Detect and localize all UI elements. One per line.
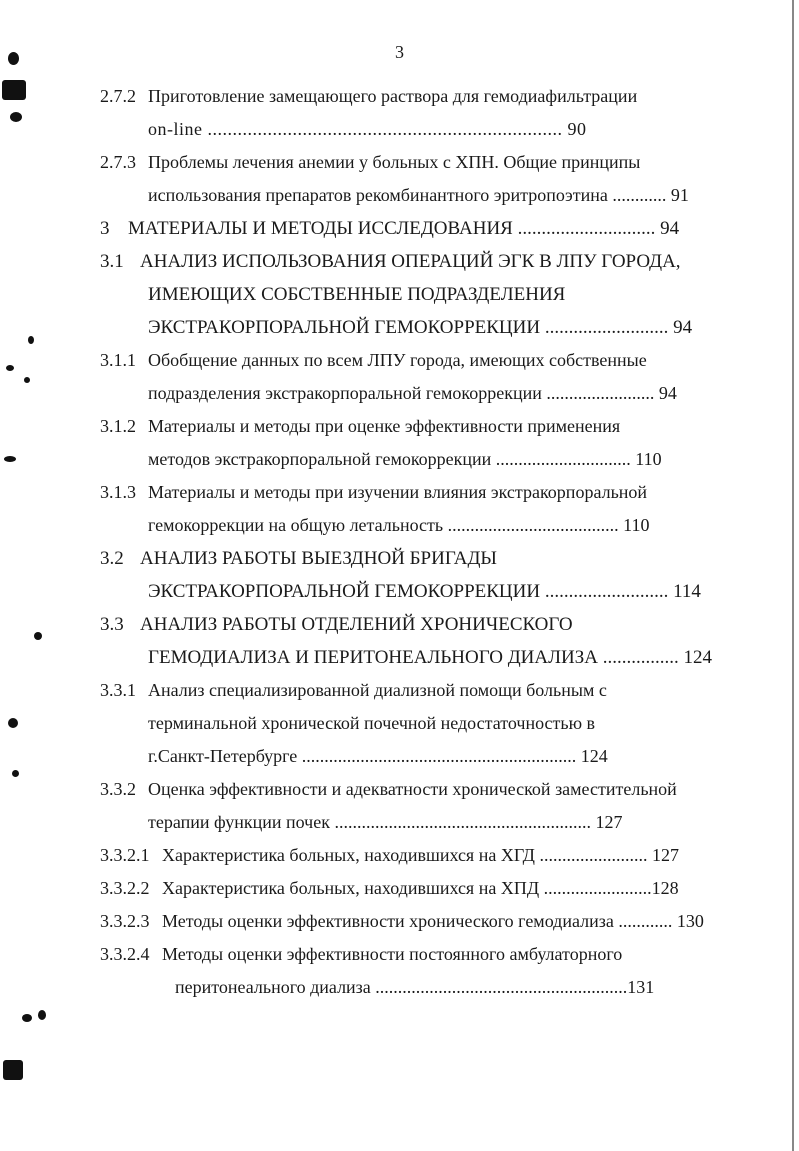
- toc-entry-3-3-2-4-cont: [0, 971, 799, 1004]
- toc-number: 3.1.1: [100, 350, 136, 370]
- scan-speck: [12, 770, 19, 777]
- toc-number: 3.1: [100, 251, 124, 272]
- toc-entry-3-1-cont2: [0, 311, 799, 344]
- toc-title-cont: методов экстракорпоральной гемокоррекции .............................. 110: [148, 449, 662, 469]
- scan-speck: [8, 718, 18, 728]
- toc-title-cont: ЭКСТРАКОРПОРАЛЬНОЙ ГЕМОКОРРЕКЦИИ .......................... 94: [148, 317, 693, 338]
- toc-title: Характеристика больных, находившихся на ХГД ........................ 127: [162, 845, 679, 865]
- toc-title: МАТЕРИАЛЫ И МЕТОДЫ ИССЛЕДОВАНИЯ ............................. 94: [128, 218, 680, 239]
- toc-title-cont: терминальной хронической почечной недостаточностью в: [148, 713, 596, 733]
- toc-title: Анализ специализированной диализной помощи больным с: [148, 680, 607, 700]
- toc-entry-2-7-3: [0, 146, 799, 179]
- toc-title-cont: ИМЕЮЩИХ СОБСТВЕННЫЕ ПОДРАЗДЕЛЕНИЯ: [148, 284, 566, 305]
- toc-number: 3.3.2.2: [100, 878, 150, 898]
- toc-entry-3-1-1: [0, 344, 799, 377]
- scan-speck: [8, 52, 19, 65]
- toc-number: 3.3.2.4: [100, 944, 150, 964]
- toc-entry-3-1-2: [0, 410, 799, 443]
- toc-entry-3-3-2: [0, 773, 799, 806]
- toc-title: Методы оценки эффективности постоянного амбулаторного: [162, 944, 623, 964]
- toc-title: Методы оценки эффективности хронического гемодиализа ............ 130: [162, 911, 704, 931]
- toc-title-cont: перитонеального диализа ........................................................131: [175, 977, 655, 997]
- toc-entry-3-3-1: [0, 674, 799, 707]
- toc-entry-3-3-1-cont2: [0, 740, 799, 773]
- toc-title: Приготовление замещающего раствора для гемодиафильтрации: [148, 86, 638, 106]
- toc-entry-3-2-cont: [0, 575, 799, 608]
- toc-number: 2.7.3: [100, 152, 136, 172]
- toc-title: Характеристика больных, находившихся на ХПД ........................128: [162, 878, 679, 898]
- toc-number: 3.1.3: [100, 482, 136, 502]
- scan-speck: [2, 80, 26, 100]
- toc-title: Проблемы лечения анемии у больных с ХПН. Общие принципы: [148, 152, 641, 172]
- toc-number: 3.1.2: [100, 416, 136, 436]
- toc-number: 3.3.2.1: [100, 845, 150, 865]
- toc-number: 2.7.2: [100, 86, 136, 106]
- toc-entry-3-1-3: [0, 476, 799, 509]
- toc-number: 3.3.2: [100, 779, 136, 799]
- toc-entry-3-3-2-3: [0, 905, 799, 938]
- toc-title-cont: ЭКСТРАКОРПОРАЛЬНОЙ ГЕМОКОРРЕКЦИИ .......................... 114: [148, 581, 701, 602]
- toc-title-cont: on-line ....................................................................... 90: [148, 119, 587, 139]
- toc-title-cont: гемокоррекции на общую летальность ...................................... 110: [148, 515, 650, 535]
- toc-number: 3: [100, 218, 110, 239]
- toc-title: АНАЛИЗ РАБОТЫ ОТДЕЛЕНИЙ ХРОНИЧЕСКОГО: [140, 614, 573, 635]
- toc-title-cont: г.Санкт-Петербурге ............................................................. 124: [148, 746, 608, 766]
- scan-speck: [6, 365, 14, 371]
- toc-title-cont: подразделения экстракорпоральной гемокоррекции ........................ 94: [148, 383, 677, 403]
- scan-speck: [3, 1060, 23, 1080]
- scan-speck: [10, 112, 22, 122]
- toc-title-cont: терапии функции почек ......................................................... 127: [148, 812, 623, 832]
- toc-entry-3: [0, 212, 799, 245]
- scan-edge-line: [792, 0, 794, 1151]
- scan-speck: [34, 632, 42, 640]
- toc-entry-2-7-3-cont: [0, 179, 799, 212]
- toc-entry-3-1-3-cont: [0, 509, 799, 542]
- toc-title: Материалы и методы при изучении влияния экстракорпоральной: [148, 482, 648, 502]
- scan-speck: [24, 377, 30, 383]
- toc-title: Обобщение данных по всем ЛПУ города, имеющих собственные: [148, 350, 647, 370]
- toc-entry-3-3-1-cont: [0, 707, 799, 740]
- scan-speck: [22, 1014, 32, 1022]
- table-of-contents: [0, 80, 799, 1004]
- toc-title-cont: использования препаратов рекомбинантного эритропоэтина ............ 91: [148, 185, 689, 205]
- toc-entry-3-1-cont: [0, 278, 799, 311]
- toc-entry-3-1-2-cont: [0, 443, 799, 476]
- toc-entry-3-3-2-4: [0, 938, 799, 971]
- toc-entry-3-3-2-2: [0, 872, 799, 905]
- toc-number: 3.3.2.3: [100, 911, 150, 931]
- toc-number: 3.2: [100, 548, 124, 569]
- toc-entry-3-3-cont: [0, 641, 799, 674]
- scan-speck: [4, 456, 16, 462]
- toc-entry-3-3: [0, 608, 799, 641]
- toc-entry-3-2: [0, 542, 799, 575]
- scan-speck: [28, 336, 34, 344]
- scan-speck: [38, 1010, 46, 1020]
- toc-entry-2-7-2-cont: [0, 113, 799, 146]
- toc-title-cont: ГЕМОДИАЛИЗА И ПЕРИТОНЕАЛЬНОГО ДИАЛИЗА ................ 124: [148, 647, 712, 668]
- toc-number: 3.3.1: [100, 680, 136, 700]
- toc-entry-2-7-2: [0, 80, 799, 113]
- toc-number: 3.3: [100, 614, 124, 635]
- toc-entry-3-3-2-cont: [0, 806, 799, 839]
- toc-entry-3-1-1-cont: [0, 377, 799, 410]
- toc-title: АНАЛИЗ ИСПОЛЬЗОВАНИЯ ОПЕРАЦИЙ ЭГК В ЛПУ ГОРОДА,: [140, 251, 681, 272]
- toc-title: Материалы и методы при оценке эффективности применения: [148, 416, 621, 436]
- toc-title: Оценка эффективности и адекватности хронической заместительной: [148, 779, 677, 799]
- toc-title: АНАЛИЗ РАБОТЫ ВЫЕЗДНОЙ БРИГАДЫ: [140, 548, 498, 569]
- page-number: 3: [395, 42, 404, 62]
- toc-entry-3-3-2-1: [0, 839, 799, 872]
- toc-entry-3-1: [0, 245, 799, 278]
